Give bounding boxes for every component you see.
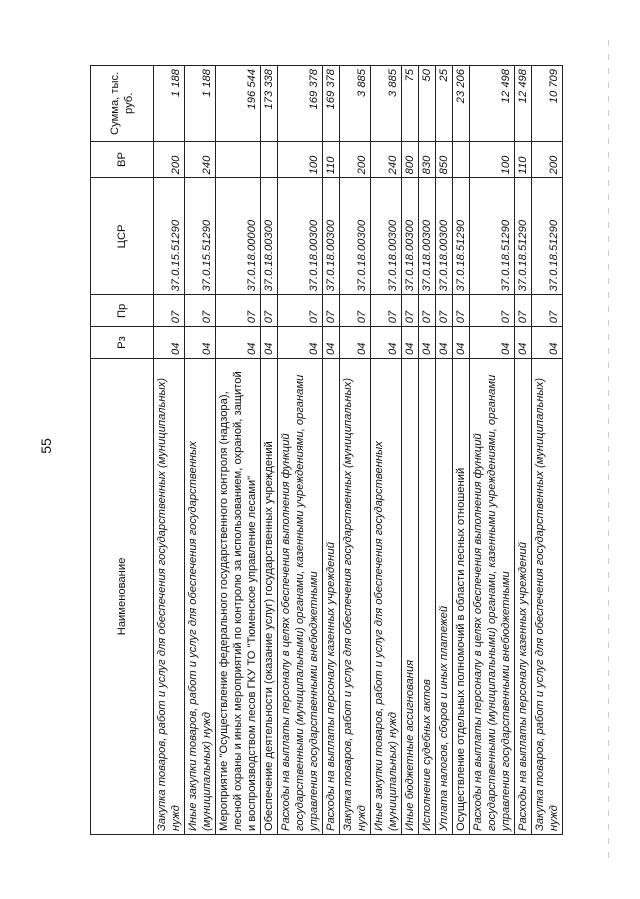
row-vr-cell: 800 [402, 141, 419, 178]
table-row [261, 66, 278, 835]
table-row [154, 66, 185, 835]
scan-artifact [608, 40, 609, 860]
header-csr: ЦСР [91, 178, 154, 295]
budget-table [90, 65, 563, 835]
row-csr-cell: 37.0.18.51290 [453, 178, 470, 295]
row-pr-cell: 07 [340, 295, 371, 327]
row-csr-cell: 37.0.15.51290 [154, 178, 185, 295]
table-header-row [91, 66, 154, 835]
row-csr-cell: 37.0.18.00300 [436, 178, 453, 295]
row-pr-cell: 07 [154, 295, 185, 327]
row-pr-cell: 07 [515, 295, 532, 327]
row-vr-cell: 240 [371, 141, 402, 178]
row-rz-cell: 04 [436, 327, 453, 359]
row-name-cell: Расходы на выплаты персоналу в целях обеспечения выполнения функций государственными (муниципальными) органами, казенными учреждениями, органами управления государственными внебюджетными [470, 358, 515, 834]
page-number: 55 [37, 438, 54, 454]
row-vr-cell: 830 [419, 141, 436, 178]
row-sum-cell: 3 885 [371, 66, 402, 142]
header-sum: Сумма, тыс. руб. [91, 66, 154, 142]
row-name-cell: Закупка товаров, работ и услуг для обеспечения государственных (муниципальных) нужд [154, 358, 185, 834]
row-vr-cell: 240 [185, 141, 216, 178]
header-pr: Пр [91, 295, 154, 327]
row-vr-cell: 850 [436, 141, 453, 178]
row-sum-cell: 10 709 [532, 66, 563, 142]
row-csr-cell: 37.0.18.00300 [371, 178, 402, 295]
row-csr-cell: 37.0.18.00300 [402, 178, 419, 295]
row-sum-cell: 25 [436, 66, 453, 142]
row-sum-cell: 23 206 [453, 66, 470, 142]
row-pr-cell: 07 [453, 295, 470, 327]
row-pr-cell: 07 [278, 295, 323, 327]
table-row [323, 66, 340, 835]
row-vr-cell: 100 [278, 141, 323, 178]
table-row [216, 66, 261, 835]
row-name-cell: Исполнение судебных актов [419, 358, 436, 834]
row-csr-cell: 37.0.18.00000 [216, 178, 261, 295]
row-rz-cell: 04 [278, 327, 323, 359]
table-row [278, 66, 323, 835]
row-name-cell: Закупка товаров, работ и услуг для обеспечения государственных (муниципальных) нужд [532, 358, 563, 834]
row-sum-cell: 173 338 [261, 66, 278, 142]
row-sum-cell: 50 [419, 66, 436, 142]
row-csr-cell: 37.0.18.51290 [532, 178, 563, 295]
row-sum-cell: 12 498 [470, 66, 515, 142]
row-csr-cell: 37.0.18.00300 [323, 178, 340, 295]
row-vr-cell: 100 [470, 141, 515, 178]
row-csr-cell: 37.0.18.00300 [261, 178, 278, 295]
row-vr-cell: 110 [323, 141, 340, 178]
row-csr-cell: 37.0.18.00300 [278, 178, 323, 295]
row-sum-cell: 3 885 [340, 66, 371, 142]
row-rz-cell: 04 [532, 327, 563, 359]
row-vr-cell [261, 141, 278, 178]
row-sum-cell: 169 378 [278, 66, 323, 142]
table-row [532, 66, 563, 835]
row-rz-cell: 04 [419, 327, 436, 359]
row-vr-cell [216, 141, 261, 178]
row-pr-cell: 07 [532, 295, 563, 327]
row-name-cell: Иные закупки товаров, работ и услуг для обеспечения государственных (муниципальных) нужд [371, 358, 402, 834]
row-sum-cell: 1 188 [185, 66, 216, 142]
row-vr-cell: 200 [154, 141, 185, 178]
row-name-cell: Осуществление отдельных полномочий в области лесных отношений [453, 358, 470, 834]
row-rz-cell: 04 [515, 327, 532, 359]
row-rz-cell: 04 [470, 327, 515, 359]
row-pr-cell: 07 [216, 295, 261, 327]
row-name-cell: Расходы на выплаты персоналу казенных учреждений [515, 358, 532, 834]
row-pr-cell: 07 [323, 295, 340, 327]
header-name: Наименование [91, 358, 154, 834]
row-pr-cell: 07 [261, 295, 278, 327]
row-name-cell: Закупка товаров, работ и услуг для обеспечения государственных (муниципальных) нужд [340, 358, 371, 834]
row-rz-cell: 04 [340, 327, 371, 359]
row-pr-cell: 07 [185, 295, 216, 327]
row-rz-cell: 04 [402, 327, 419, 359]
row-csr-cell: 37.0.18.00300 [419, 178, 436, 295]
row-sum-cell: 169 378 [323, 66, 340, 142]
row-vr-cell: 110 [515, 141, 532, 178]
row-name-cell: Обеспечение деятельности (оказание услуг) государственных учреждений [261, 358, 278, 834]
table-row [436, 66, 453, 835]
row-name-cell: Уплата налогов, сборов и иных платежей [436, 358, 453, 834]
row-csr-cell: 37.0.18.00300 [340, 178, 371, 295]
header-vr: ВР [91, 141, 154, 178]
row-rz-cell: 04 [453, 327, 470, 359]
row-csr-cell: 37.0.18.51290 [515, 178, 532, 295]
row-pr-cell: 07 [436, 295, 453, 327]
row-rz-cell: 04 [216, 327, 261, 359]
row-name-cell: Расходы на выплаты персоналу казенных учреждений [323, 358, 340, 834]
row-sum-cell: 1 188 [154, 66, 185, 142]
row-pr-cell: 07 [470, 295, 515, 327]
row-rz-cell: 04 [185, 327, 216, 359]
table-row [515, 66, 532, 835]
row-sum-cell: 12 498 [515, 66, 532, 142]
row-rz-cell: 04 [154, 327, 185, 359]
table-row [470, 66, 515, 835]
row-pr-cell: 07 [371, 295, 402, 327]
row-sum-cell: 196 544 [216, 66, 261, 142]
row-csr-cell: 37.0.18.51290 [470, 178, 515, 295]
row-name-cell: Мероприятие "Осуществление федерального государственного контроля (надзора), лесной охраны и иных мероприятий по контролю за использованием, охраной, защитой и воспроизводством лесов ГКУ ТО "Тюменское управление лесами" [216, 358, 261, 834]
row-rz-cell: 04 [371, 327, 402, 359]
row-vr-cell [453, 141, 470, 178]
table-row [419, 66, 436, 835]
row-pr-cell: 07 [402, 295, 419, 327]
row-vr-cell: 200 [532, 141, 563, 178]
rotated-page-content [90, 65, 570, 835]
table-row [371, 66, 402, 835]
row-name-cell: Иные закупки товаров, работ и услуг для обеспечения государственных (муниципальных) нужд [185, 358, 216, 834]
row-pr-cell: 07 [419, 295, 436, 327]
header-rz: Рз [91, 327, 154, 359]
table-row [185, 66, 216, 835]
row-rz-cell: 04 [261, 327, 278, 359]
table-row [453, 66, 470, 835]
row-rz-cell: 04 [323, 327, 340, 359]
row-vr-cell: 200 [340, 141, 371, 178]
table-row [402, 66, 419, 835]
row-name-cell: Иные бюджетные ассигнования [402, 358, 419, 834]
row-sum-cell: 75 [402, 66, 419, 142]
table-row [340, 66, 371, 835]
row-csr-cell: 37.0.15.51290 [185, 178, 216, 295]
row-name-cell: Расходы на выплаты персоналу в целях обеспечения выполнения функций государственными (муниципальными) органами, казенными учреждениями, органами управления государственными внебюджетными [278, 358, 323, 834]
table-body [154, 66, 563, 835]
